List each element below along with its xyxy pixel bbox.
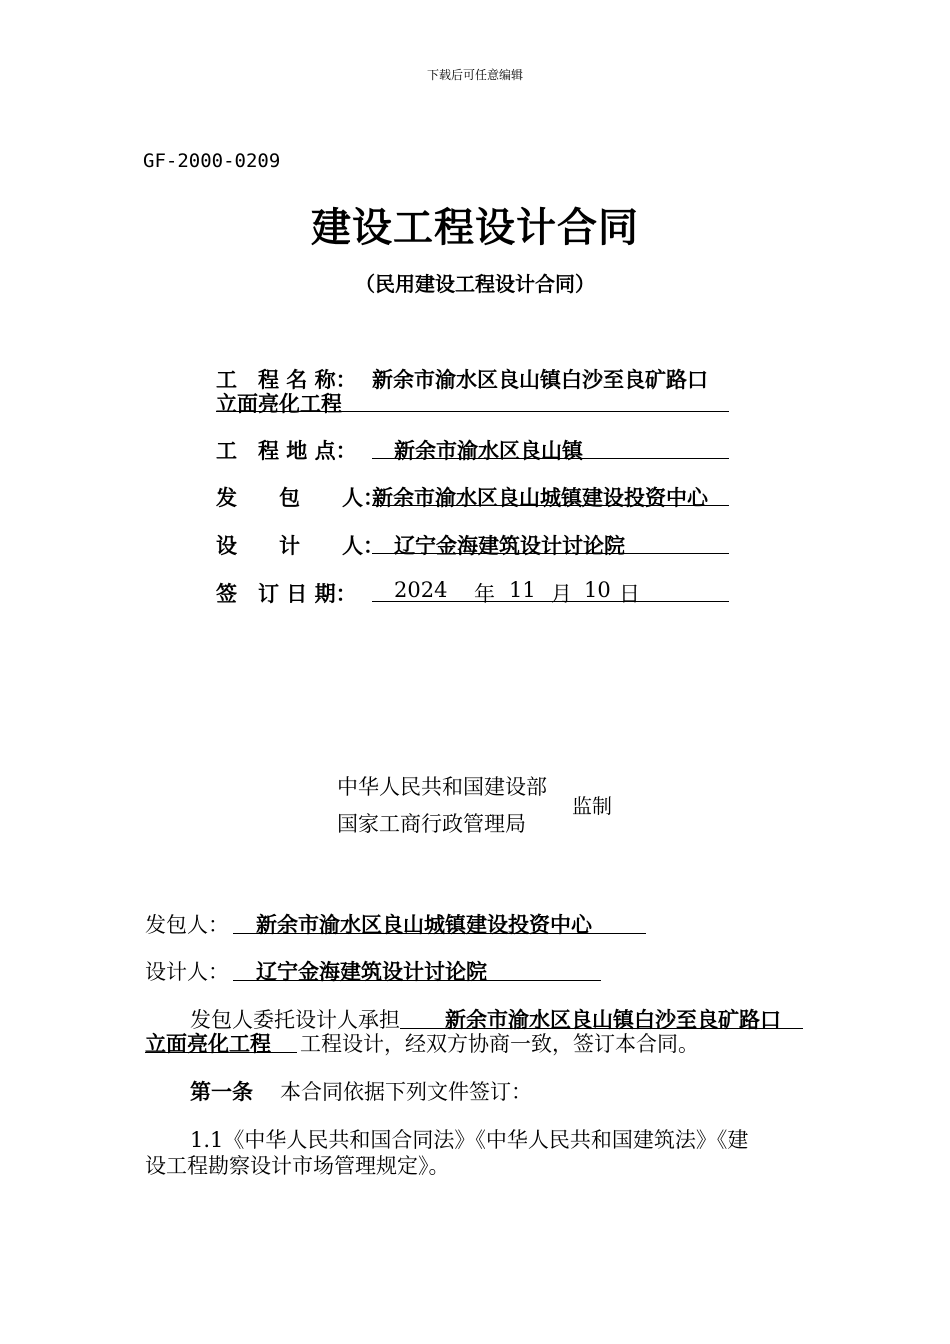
designer-value: 辽宁金海建筑设计讨论院	[394, 534, 625, 558]
supervision-org-2: 国家工商行政管理局	[337, 812, 526, 836]
para1-project-line1: 新余市渝水区良山镇白沙至良矿路口	[445, 1008, 781, 1032]
supervision-role: 监制	[572, 794, 612, 818]
designer-label: 设 计 人：	[216, 534, 384, 558]
body-client-label: 发包人：	[145, 913, 229, 937]
sign-date-day: 10	[584, 578, 611, 602]
document-title: 建设工程设计合同	[311, 205, 639, 251]
supervision-org-1: 中华人民共和国建设部	[337, 775, 547, 799]
para1-prefix: 发包人委托设计人承担	[190, 1008, 400, 1032]
sign-date-month-unit: 月	[551, 582, 572, 606]
body-designer-value: 辽宁金海建筑设计讨论院	[256, 960, 487, 984]
article-1-label: 第一条	[190, 1080, 253, 1104]
project-name-value-line2: 立面亮化工程	[216, 392, 342, 416]
project-name-underline-2	[216, 386, 729, 412]
document-subtitle: （民用建设工程设计合同）	[355, 272, 595, 296]
sign-date-month: 11	[509, 578, 536, 602]
project-name-label: 工 程 名 称：	[216, 368, 357, 392]
body-client-value: 新余市渝水区良山城镇建设投资中心	[256, 913, 592, 937]
header-note: 下载后可任意编辑	[426, 68, 523, 82]
location-label: 工 程 地 点：	[216, 439, 357, 463]
sign-date-year: 2024	[394, 578, 448, 602]
contract-code: GF-2000-0209	[143, 150, 281, 172]
location-value: 新余市渝水区良山镇	[394, 439, 583, 463]
client-label: 发 包 人：	[216, 486, 384, 510]
client-value: 新余市渝水区良山城镇建设投资中心	[372, 486, 708, 510]
sign-date-year-unit: 年	[474, 582, 495, 606]
sign-date-day-unit: 日	[619, 582, 640, 606]
item-1-1-line1: 1.1《中华人民共和国合同法》《中华人民共和国建筑法》《建	[190, 1128, 749, 1152]
article-1-text: 本合同依据下列文件签订：	[280, 1080, 532, 1104]
para1-suffix: 工程设计，经双方协商一致，签订本合同。	[300, 1032, 699, 1056]
sign-date-label: 签 订 日 期：	[216, 582, 357, 606]
body-designer-label: 设计人：	[145, 960, 229, 984]
item-1-1-line2: 设工程勘察设计市场管理规定》。	[145, 1154, 450, 1178]
project-name-value-line1: 新余市渝水区良山镇白沙至良矿路口	[372, 368, 708, 392]
para1-project-line2: 立面亮化工程	[145, 1032, 271, 1056]
